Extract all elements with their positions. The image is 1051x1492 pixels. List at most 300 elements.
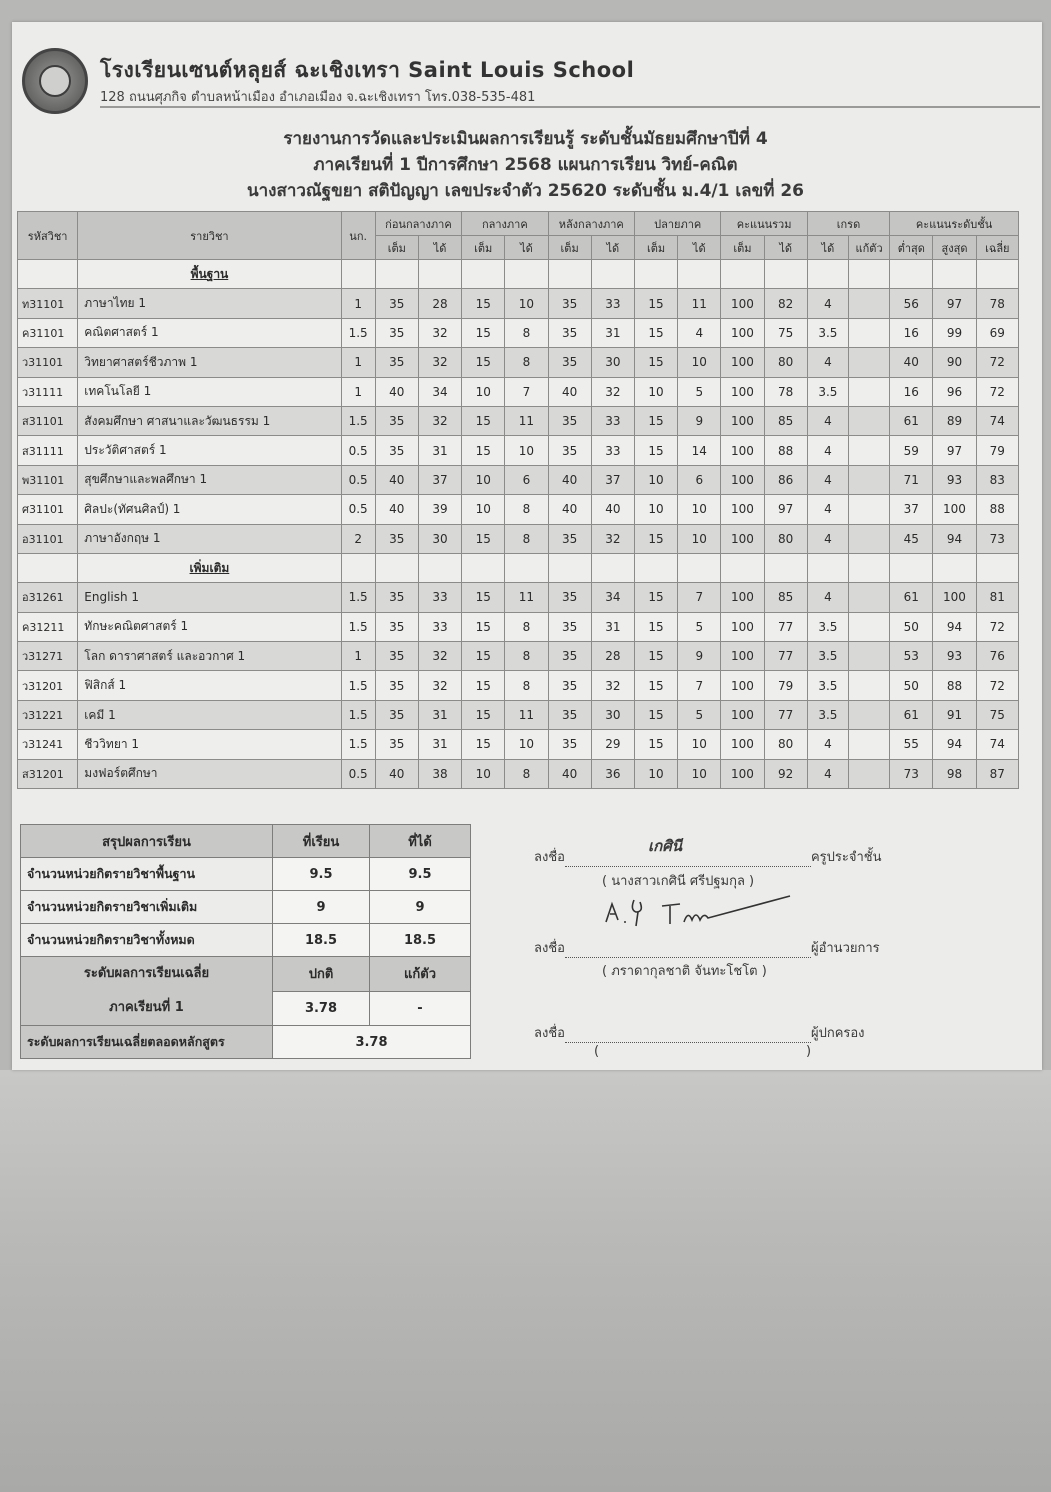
cell-tot-got: 78 [764, 377, 807, 406]
cell-post-full: 35 [548, 700, 591, 729]
subject-name: ชีววิทยา 1 [78, 730, 341, 759]
cell-tot-full: 100 [721, 524, 764, 553]
subject-name: ภาษาไทย 1 [78, 289, 341, 318]
table-row [18, 612, 1019, 641]
cell-pre-full: 35 [375, 318, 418, 347]
cell-retake [848, 289, 889, 318]
cell-post-full: 35 [548, 406, 591, 435]
cell-min: 71 [890, 465, 933, 494]
cell-mid-full: 10 [462, 377, 505, 406]
subject-credit: 1.5 [341, 671, 375, 700]
cell-avg: 81 [976, 583, 1018, 612]
cell-max: 97 [933, 436, 976, 465]
parent-signature-line [534, 1022, 865, 1043]
subject-code: อ31101 [18, 524, 78, 553]
cell-tot-full: 100 [721, 377, 764, 406]
summary-total-earned: 18.5 [370, 924, 471, 957]
cell-tot-got: 80 [764, 524, 807, 553]
table-row [18, 406, 1019, 435]
cell-grade: 4 [807, 759, 848, 788]
cell-mid-got: 11 [505, 700, 548, 729]
cell-min: 61 [890, 406, 933, 435]
cell-min: 45 [890, 524, 933, 553]
subheader-min: ต่ำสุด [890, 236, 933, 260]
cell-tot-full: 100 [721, 495, 764, 524]
school-logo-icon [22, 48, 88, 114]
cell-fin-got: 14 [678, 436, 721, 465]
subject-name: ศิลปะ(ทัศนศิลป์) 1 [78, 495, 341, 524]
subject-name: คณิตศาสตร์ 1 [78, 318, 341, 347]
cell-mid-full: 15 [462, 700, 505, 729]
subheader-max: สูงสุด [933, 236, 976, 260]
cell-max: 93 [933, 642, 976, 671]
cell-mid-got: 8 [505, 642, 548, 671]
cell-post-got: 32 [591, 671, 634, 700]
cell-grade: 4 [807, 583, 848, 612]
cell-post-full: 35 [548, 524, 591, 553]
summary-basic-label: จำนวนหน่วยกิตรายวิชาพื้นฐาน [21, 858, 273, 891]
cell-mid-full: 15 [462, 730, 505, 759]
cell-min: 73 [890, 759, 933, 788]
subject-name: โลก ดาราศาสตร์ และอวกาศ 1 [78, 642, 341, 671]
subject-code: ศ31101 [18, 495, 78, 524]
cell-grade: 4 [807, 436, 848, 465]
summary-total-studied: 18.5 [273, 924, 370, 957]
cell-mid-full: 15 [462, 671, 505, 700]
summary-col-retake: แก้ตัว [370, 957, 471, 992]
cell-retake [848, 318, 889, 347]
header-pre-midterm: ก่อนกลางภาค [375, 212, 461, 236]
cell-tot-full: 100 [721, 436, 764, 465]
teacher-name: ( นางสาวเกศินี ศรีปฐมกุล ) [602, 874, 755, 889]
cell-tot-got: 97 [764, 495, 807, 524]
summary-basic-studied: 9.5 [273, 858, 370, 891]
cell-post-full: 35 [548, 671, 591, 700]
header-grade: เกรด [807, 212, 889, 236]
subject-code: ท31101 [18, 289, 78, 318]
summary-cumulative-value: 3.78 [273, 1026, 471, 1059]
cell-fin-got: 10 [678, 348, 721, 377]
subheader-full: เต็ม [462, 236, 505, 260]
subheader-got: ได้ [764, 236, 807, 260]
cell-pre-full: 35 [375, 612, 418, 641]
cell-avg: 74 [976, 406, 1018, 435]
cell-retake [848, 612, 889, 641]
background-surface [0, 1070, 1051, 1492]
cell-fin-got: 10 [678, 524, 721, 553]
subheader-got: ได้ [678, 236, 721, 260]
cell-fin-got: 10 [678, 730, 721, 759]
parent-name-close: ) [806, 1044, 812, 1059]
cell-pre-got: 30 [418, 524, 461, 553]
subject-credit: 1 [341, 289, 375, 318]
cell-pre-full: 40 [375, 465, 418, 494]
cell-tot-got: 75 [764, 318, 807, 347]
subheader-avg: เฉลี่ย [976, 236, 1018, 260]
table-row [18, 495, 1019, 524]
cell-post-full: 40 [548, 377, 591, 406]
cell-post-got: 34 [591, 583, 634, 612]
cell-retake [848, 406, 889, 435]
cell-retake [848, 377, 889, 406]
subject-name: สังคมศึกษา ศาสนาและวัฒนธรรม 1 [78, 406, 341, 435]
cell-pre-got: 33 [418, 583, 461, 612]
table-row [18, 524, 1019, 553]
subject-code: ค31211 [18, 612, 78, 641]
director-handwritten-signature [600, 892, 800, 932]
table-row [18, 465, 1019, 494]
cell-pre-got: 37 [418, 465, 461, 494]
cell-pre-got: 28 [418, 289, 461, 318]
cell-retake [848, 495, 889, 524]
header-credit: นก. [341, 212, 375, 260]
summary-col-earned: ที่ได้ [370, 825, 471, 858]
summary-gpa-normal: 3.78 [273, 991, 370, 1026]
cell-max: 98 [933, 759, 976, 788]
cell-tot-full: 100 [721, 730, 764, 759]
cell-avg: 76 [976, 642, 1018, 671]
cell-pre-full: 35 [375, 289, 418, 318]
cell-tot-got: 77 [764, 612, 807, 641]
cell-max: 89 [933, 406, 976, 435]
subject-name: ฟิสิกส์ 1 [78, 671, 341, 700]
cell-post-got: 29 [591, 730, 634, 759]
cell-pre-got: 31 [418, 700, 461, 729]
summary-cumulative-label: ระดับผลการเรียนเฉลี่ยตลอดหลักสูตร [21, 1026, 273, 1059]
cell-retake [848, 524, 889, 553]
subject-credit: 1.5 [341, 583, 375, 612]
cell-fin-full: 15 [634, 612, 677, 641]
cell-fin-got: 9 [678, 406, 721, 435]
cell-grade: 3.5 [807, 671, 848, 700]
subject-name: ภาษาอังกฤษ 1 [78, 524, 341, 553]
cell-grade: 3.5 [807, 700, 848, 729]
cell-fin-got: 5 [678, 377, 721, 406]
cell-mid-full: 15 [462, 348, 505, 377]
cell-max: 90 [933, 348, 976, 377]
teacher-signature-line [534, 846, 881, 867]
cell-mid-full: 10 [462, 465, 505, 494]
subject-code: ค31101 [18, 318, 78, 347]
subheader-full: เต็ม [375, 236, 418, 260]
cell-pre-got: 32 [418, 406, 461, 435]
cell-post-got: 37 [591, 465, 634, 494]
cell-fin-full: 15 [634, 730, 677, 759]
cell-max: 100 [933, 583, 976, 612]
cell-grade: 3.5 [807, 377, 848, 406]
report-titles [0, 126, 1051, 204]
subject-code: ส31111 [18, 436, 78, 465]
header-subject: รายวิชา [78, 212, 341, 260]
cell-post-full: 40 [548, 759, 591, 788]
cell-post-got: 30 [591, 700, 634, 729]
table-row [18, 671, 1019, 700]
grades-body [18, 260, 1019, 789]
subject-credit: 0.5 [341, 759, 375, 788]
cell-fin-got: 4 [678, 318, 721, 347]
cell-fin-got: 9 [678, 642, 721, 671]
cell-post-full: 40 [548, 465, 591, 494]
subject-code: ว31201 [18, 671, 78, 700]
table-row [18, 642, 1019, 671]
section-additional-label: เพิ่มเติม [189, 560, 230, 575]
cell-pre-full: 35 [375, 348, 418, 377]
director-signature-line [534, 937, 880, 958]
cell-mid-full: 15 [462, 612, 505, 641]
cell-fin-full: 15 [634, 318, 677, 347]
cell-pre-full: 35 [375, 436, 418, 465]
cell-fin-got: 6 [678, 465, 721, 494]
cell-post-got: 36 [591, 759, 634, 788]
subject-credit: 1 [341, 642, 375, 671]
subject-code: ว31271 [18, 642, 78, 671]
summary-col-normal: ปกติ [273, 957, 370, 992]
cell-grade: 4 [807, 495, 848, 524]
cell-min: 55 [890, 730, 933, 759]
cell-mid-full: 10 [462, 495, 505, 524]
cell-retake [848, 700, 889, 729]
cell-mid-full: 15 [462, 406, 505, 435]
cell-grade: 4 [807, 730, 848, 759]
cell-max: 94 [933, 730, 976, 759]
subject-credit: 0.5 [341, 465, 375, 494]
subject-name: เทคโนโลยี 1 [78, 377, 341, 406]
teacher-sign-label: ลงชื่อ [534, 850, 565, 865]
cell-post-full: 40 [548, 495, 591, 524]
cell-grade: 4 [807, 524, 848, 553]
cell-min: 59 [890, 436, 933, 465]
director-sign-label: ลงชื่อ [534, 941, 565, 956]
cell-post-got: 33 [591, 289, 634, 318]
summary-gpa-label [21, 957, 273, 1026]
cell-grade: 4 [807, 406, 848, 435]
subheader-full: เต็ม [634, 236, 677, 260]
cell-pre-full: 35 [375, 642, 418, 671]
cell-avg: 72 [976, 612, 1018, 641]
cell-tot-got: 85 [764, 583, 807, 612]
table-row [18, 759, 1019, 788]
subheader-full: เต็ม [721, 236, 764, 260]
header-class-score: คะแนนระดับชั้น [890, 212, 1019, 236]
cell-tot-full: 100 [721, 318, 764, 347]
cell-tot-full: 100 [721, 759, 764, 788]
cell-pre-full: 35 [375, 406, 418, 435]
director-role: ผู้อำนวยการ [810, 941, 880, 956]
cell-max: 91 [933, 700, 976, 729]
cell-pre-full: 35 [375, 700, 418, 729]
cell-mid-full: 15 [462, 583, 505, 612]
table-row [18, 730, 1019, 759]
cell-post-got: 33 [591, 406, 634, 435]
cell-mid-got: 10 [505, 730, 548, 759]
cell-min: 61 [890, 700, 933, 729]
director-name: ( ภราดากุลชาติ จันทะโชโต ) [602, 964, 767, 979]
cell-max: 94 [933, 524, 976, 553]
cell-post-got: 31 [591, 318, 634, 347]
cell-post-full: 35 [548, 642, 591, 671]
cell-fin-full: 15 [634, 583, 677, 612]
subheader-got: ได้ [807, 236, 848, 260]
cell-pre-got: 32 [418, 671, 461, 700]
cell-pre-got: 34 [418, 377, 461, 406]
subheader-got: ได้ [418, 236, 461, 260]
cell-tot-got: 85 [764, 406, 807, 435]
cell-tot-full: 100 [721, 465, 764, 494]
section-basic-label: พื้นฐาน [190, 266, 229, 281]
cell-avg: 72 [976, 348, 1018, 377]
cell-mid-got: 11 [505, 583, 548, 612]
subject-name: สุขศึกษาและพลศึกษา 1 [78, 465, 341, 494]
cell-fin-full: 15 [634, 406, 677, 435]
subject-credit: 1.5 [341, 406, 375, 435]
cell-avg: 79 [976, 436, 1018, 465]
cell-tot-full: 100 [721, 348, 764, 377]
cell-mid-full: 15 [462, 524, 505, 553]
header-final: ปลายภาค [634, 212, 720, 236]
cell-post-full: 35 [548, 318, 591, 347]
cell-fin-full: 15 [634, 524, 677, 553]
summary-gpa-label-2: ภาคเรียนที่ 1 [109, 1000, 184, 1015]
cell-tot-full: 100 [721, 612, 764, 641]
summary-title: สรุปผลการเรียน [21, 825, 273, 858]
cell-mid-full: 15 [462, 289, 505, 318]
subject-code: อ31261 [18, 583, 78, 612]
table-row [18, 583, 1019, 612]
cell-mid-full: 15 [462, 436, 505, 465]
subject-code: ว31101 [18, 348, 78, 377]
cell-mid-got: 8 [505, 348, 548, 377]
cell-pre-full: 35 [375, 730, 418, 759]
subject-name: เคมี 1 [78, 700, 341, 729]
cell-retake [848, 730, 889, 759]
subject-name: ทักษะคณิตศาสตร์ 1 [78, 612, 341, 641]
cell-max: 93 [933, 465, 976, 494]
section-basic [18, 260, 1019, 289]
cell-post-full: 35 [548, 436, 591, 465]
cell-fin-got: 5 [678, 700, 721, 729]
subject-code: ส31201 [18, 759, 78, 788]
summary-additional-studied: 9 [273, 891, 370, 924]
cell-tot-got: 80 [764, 730, 807, 759]
parent-name-open: ( [594, 1044, 600, 1059]
cell-post-got: 28 [591, 642, 634, 671]
summary-col-studied: ที่เรียน [273, 825, 370, 858]
cell-post-full: 35 [548, 289, 591, 318]
cell-tot-full: 100 [721, 289, 764, 318]
table-row [18, 289, 1019, 318]
cell-fin-full: 10 [634, 377, 677, 406]
summary-gpa-label-1: ระดับผลการเรียนเฉลี่ย [83, 966, 210, 981]
subject-code: ว31221 [18, 700, 78, 729]
subheader-got: ได้ [505, 236, 548, 260]
subject-credit: 1.5 [341, 730, 375, 759]
cell-fin-full: 10 [634, 495, 677, 524]
cell-fin-full: 10 [634, 465, 677, 494]
cell-mid-got: 8 [505, 759, 548, 788]
cell-tot-got: 79 [764, 671, 807, 700]
cell-retake [848, 759, 889, 788]
cell-fin-got: 7 [678, 583, 721, 612]
cell-tot-got: 88 [764, 436, 807, 465]
subject-credit: 1.5 [341, 700, 375, 729]
subject-name: วิทยาศาสตร์ชีวภาพ 1 [78, 348, 341, 377]
cell-post-got: 30 [591, 348, 634, 377]
cell-pre-full: 40 [375, 495, 418, 524]
cell-mid-full: 10 [462, 759, 505, 788]
cell-min: 50 [890, 612, 933, 641]
subject-code: ว31241 [18, 730, 78, 759]
cell-tot-got: 77 [764, 700, 807, 729]
cell-min: 61 [890, 583, 933, 612]
subject-code: พ31101 [18, 465, 78, 494]
cell-post-got: 33 [591, 436, 634, 465]
cell-avg: 74 [976, 730, 1018, 759]
summary-basic-earned: 9.5 [370, 858, 471, 891]
cell-mid-got: 10 [505, 436, 548, 465]
cell-fin-full: 15 [634, 642, 677, 671]
subject-credit: 1 [341, 348, 375, 377]
cell-post-got: 32 [591, 524, 634, 553]
cell-tot-got: 92 [764, 759, 807, 788]
cell-avg: 88 [976, 495, 1018, 524]
cell-fin-got: 7 [678, 671, 721, 700]
cell-fin-got: 10 [678, 495, 721, 524]
cell-post-full: 35 [548, 730, 591, 759]
cell-retake [848, 642, 889, 671]
header-post-midterm: หลังกลางภาค [548, 212, 634, 236]
cell-min: 50 [890, 671, 933, 700]
cell-mid-got: 7 [505, 377, 548, 406]
cell-mid-got: 8 [505, 318, 548, 347]
cell-avg: 87 [976, 759, 1018, 788]
subject-name: ประวัติศาสตร์ 1 [78, 436, 341, 465]
cell-pre-got: 32 [418, 348, 461, 377]
cell-fin-full: 15 [634, 348, 677, 377]
school-address: 128 ถนนศุภกิจ ตำบลหน้าเมือง อำเภอเมือง จ.ฉะเชิงเทรา โทร.038-535-481 [100, 90, 536, 105]
cell-retake [848, 583, 889, 612]
report-title-line1: รายงานการวัดและประเมินผลการเรียนรู้ ระดับชั้นมัธยมศึกษาปีที่ 4 [283, 129, 768, 149]
table-row [18, 348, 1019, 377]
cell-fin-full: 15 [634, 700, 677, 729]
cell-min: 40 [890, 348, 933, 377]
cell-pre-got: 38 [418, 759, 461, 788]
cell-avg: 78 [976, 289, 1018, 318]
cell-max: 96 [933, 377, 976, 406]
cell-mid-got: 8 [505, 524, 548, 553]
cell-mid-got: 8 [505, 612, 548, 641]
cell-pre-full: 35 [375, 524, 418, 553]
parent-role: ผู้ปกครอง [810, 1026, 865, 1041]
summary-gpa-retake: - [370, 991, 471, 1026]
teacher-handwritten-signature: เกศินี [648, 837, 682, 855]
subject-code: ว31111 [18, 377, 78, 406]
cell-tot-full: 100 [721, 700, 764, 729]
table-row [18, 700, 1019, 729]
cell-max: 88 [933, 671, 976, 700]
cell-pre-got: 31 [418, 730, 461, 759]
header-total: คะแนนรวม [721, 212, 807, 236]
subheader-full: เต็ม [548, 236, 591, 260]
cell-post-full: 35 [548, 348, 591, 377]
cell-grade: 3.5 [807, 642, 848, 671]
cell-pre-full: 40 [375, 759, 418, 788]
cell-post-got: 40 [591, 495, 634, 524]
cell-avg: 72 [976, 377, 1018, 406]
cell-mid-got: 10 [505, 289, 548, 318]
parent-sign-label: ลงชื่อ [534, 1026, 565, 1041]
subject-name: มงฟอร์ตศึกษา [78, 759, 341, 788]
cell-max: 99 [933, 318, 976, 347]
